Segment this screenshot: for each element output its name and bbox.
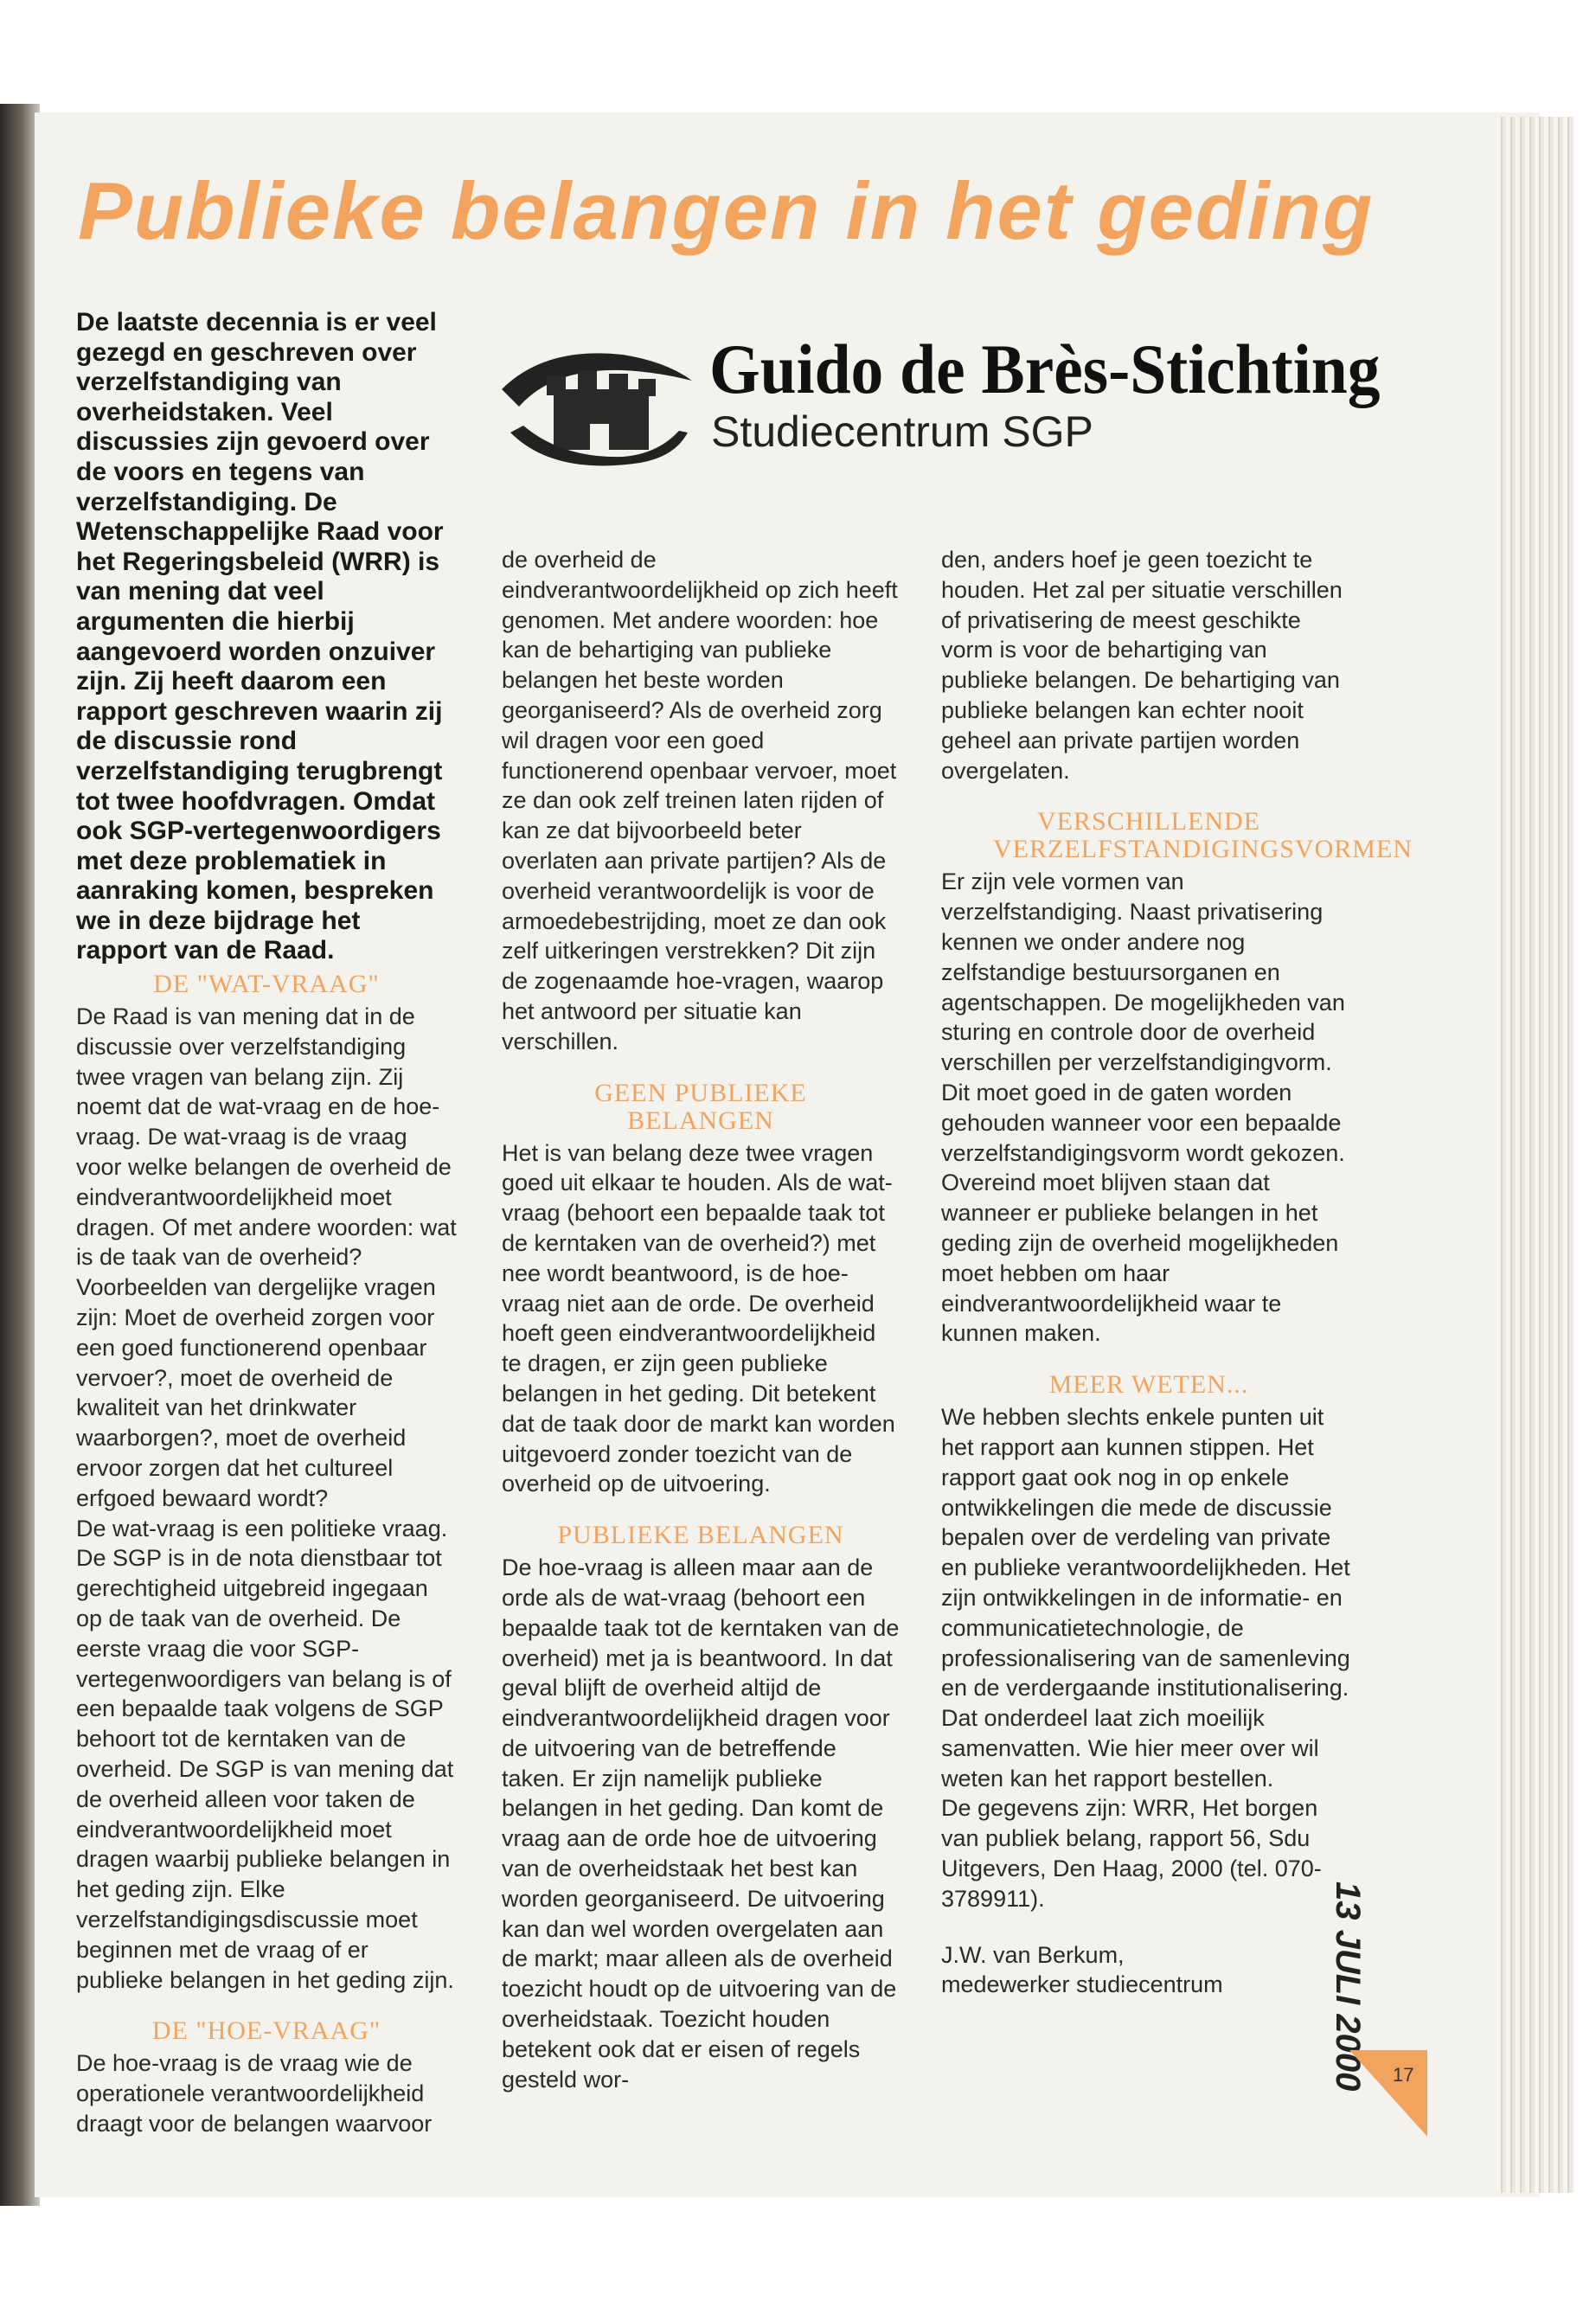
castle-logo-icon [493,329,701,484]
paragraph: We hebben slechts enkele punten uit het rapport aan kunnen stippen. Het rapport gaat ook nog in op enkele ontwikkelingen die mede de discussie bepalen over de verdeling van private en publieke verantwoordelijkheden. Het zijn ontwikkelingen in de informatie- en communicatietechnologie, de professionalisering van de samenleving en de verdergaande institutionalisering. Dat onderdeel laat zich moeilijk samenvatten. Wie hier meer over wil weten kan het rapport bestellen. [941,1404,1350,1791]
heading-meer-weten: MEER WETEN... [1048,1370,1249,1400]
paragraph: De wat-vraag is een politieke vraag. De SGP is in de nota dienstbaar tot gerechtigheid uitgebreid ingegaan op de taak van de overheid. De eerste vraag die voor SGP-vertegenwoordigers van belang is of een bepaalde taak volgens de SGP behoort tot de kerntaken van de overheid. De SGP is van mening dat de overheid alleen voor taken de eindverantwoordelijkheid moet dragen waarbij publieke belangen in het geding zijn. Elke verzelfstandigingsdiscussie moet beginnen met de vraag of er publieke belangen in het geding zijn. [76,1515,454,1993]
heading-publieke-belangen: PUBLIEKE BELANGEN [557,1521,844,1550]
paragraph: Er zijn vele vormen van verzelfstandiging. Naast privatisering kennen we onder andere nog zelfstandige bestuursorganen en agentschappen. De mogelijkheden van sturing en controle door de overheid verschillen per verzelfstandigingvorm. Dit moet goed in de gaten worden gehouden wanneer voor een bepaalde verzelfstandigingsvorm wordt gekozen. Overeind moet blijven staan dat wanneer er publieke belangen in het geding zijn de overheid mogelijkheden moet hebben om haar eindverantwoordelijkheid waar te kunnen maken. [941,868,1345,1347]
heading-hoe-vraag: DE "HOE-VRAAG" [151,2016,381,2046]
paragraph: de overheid de eindverantwoordelijkheid op zich heeft genomen. Met andere woorden: hoe kan de behartiging van publieke belangen het beste worden georganiseerd? Als de overheid zorg wil dragen voor een goed functionerend openbaar vervoer, moet ze dan ook zelf treinen laten rijden of kan ze dat bijvoorbeeld beter overlaten aan private partijen? Als de overheid verantwoordelijk is voor de armoedebestrijding, moet ze dan ook zelf uitkeringen verstrekken? Dit zijn de zogenaamde hoe-vragen, waarop het antwoord per situatie kan verschillen. [502,547,898,1054]
heading-verzelfstandigingsvormen: VERSCHILLENDE VERZELFSTANDIGINGSVORMEN [993,807,1413,864]
paragraph: De gegevens zijn: WRR, Het borgen van publiek belang, rapport 56, Sdu Uitgevers, Den Haag, 2000 (tel. 070-3789911). [941,1795,1322,1912]
article-title: Publieke belangen in het geding [78,165,1375,256]
logo-name: Guido de Brès-Stichting [709,330,1381,408]
foundation-logo [493,329,1381,493]
page-number: 17 [1393,2064,1414,2086]
paragraph: den, anders hoef je geen toezicht te houden. Het zal per situatie verschillen of privatisering de meest geschikte vorm is voor de behartiging van publieke belangen. De behartiging van publieke belangen kan echter nooit geheel aan private partijen worden overgelaten. [941,547,1343,784]
paragraph: Het is van belang deze twee vragen goed uit elkaar te houden. Als de wat-vraag (behoort een bepaalde taak tot de kerntaken van de overheid?) met nee wordt beantwoord, is de hoe-vraag niet aan de orde. De overheid hoeft geen eindverantwoordelijkheid te dragen, er zijn geen publieke belangen in het geding. Dit betekent dat de taak door de markt kan worden uitgevoerd zonder toezicht van de overheid op de uitvoering. [502,1139,895,1497]
intro-paragraph: De laatste decennia is er veel gezegd en geschreven over verzelfstandiging van overheidstaken. Veel discussies zijn gevoerd over de voors en tegens van verzelfstandiging. De Wetenschappelijke Raad voor het Regeringsbeleid (WRR) is van mening dat veel argumenten die hierbij aangevoerd worden onzuiver zijn. Zij heeft daarom een rapport geschreven waarin zij de discussie rond verzelfstandiging terugbrengt tot twee hoofdvragen. Omdat ook SGP-vertegenwoordigers met deze problematiek in aanraking komen, bespreken we in deze bijdrage het rapport van de Raad. [76,308,444,965]
column-1 [76,971,457,2139]
column-2 [502,545,900,2094]
author-name: J.W. van Berkum, [941,1941,1125,1968]
issue-date-text: 13 JULI 2000 [1329,1881,1367,2092]
paragraph: De hoe-vraag is de vraag wie de operationele verantwoordelijkheid draagt voor de belangen waarvoor [76,2050,433,2137]
paragraph: De hoe-vraag is alleen maar aan de orde als de wat-vraag (behoort een bepaalde taak tot de kerntaken van de overheid) met ja is beantwoord. In dat geval blijft de overheid altijd de eindverantwoordelijkheid dragen voor de uitvoering van de betreffende taken. Er zijn namelijk publieke belangen in het geding. Dan komt de vraag aan de orde hoe de uitvoering van de overheidstaak het best kan worden georganiseerd. De uitvoering kan dan wel worden overgelaten aan de markt; maar alleen als de overheid toezicht houdt op de uitvoering van de overheidstaak. Toezicht houden betekent ook dat er eisen of regels gesteld wor- [502,1554,900,2093]
heading-wat-vraag: DE "WAT-VRAAG" [153,970,380,998]
paragraph: De Raad is van mening dat in de discussie over verzelfstandiging twee vragen van belang zijn. Zij noemt dat de wat-vraag en de hoe-vraag. De wat-vraag is de vraag voor welke belangen de overheid de eindverantwoordelijkheid moet dragen. Of met andere woorden: wat is de taak van de overheid? Voorbeelden van dergelijke vragen zijn: Moet de overheid zorgen voor een goed functionerend openbaar vervoer?, moet de overheid de kwaliteit van het drinkwater waarborgen?, moet de overheid ervoor zorgen dat het cultureel erfgoed bewaard wordt? [76,1003,457,1511]
author-role: medewerker studiecentrum [941,1971,1223,1998]
page-number-triangle-icon [1349,2050,1427,2137]
logo-subtitle: Studiecentrum SGP [711,407,1093,456]
heading-geen-publieke-belangen: GEEN PUBLIEKE BELANGEN [594,1078,807,1135]
